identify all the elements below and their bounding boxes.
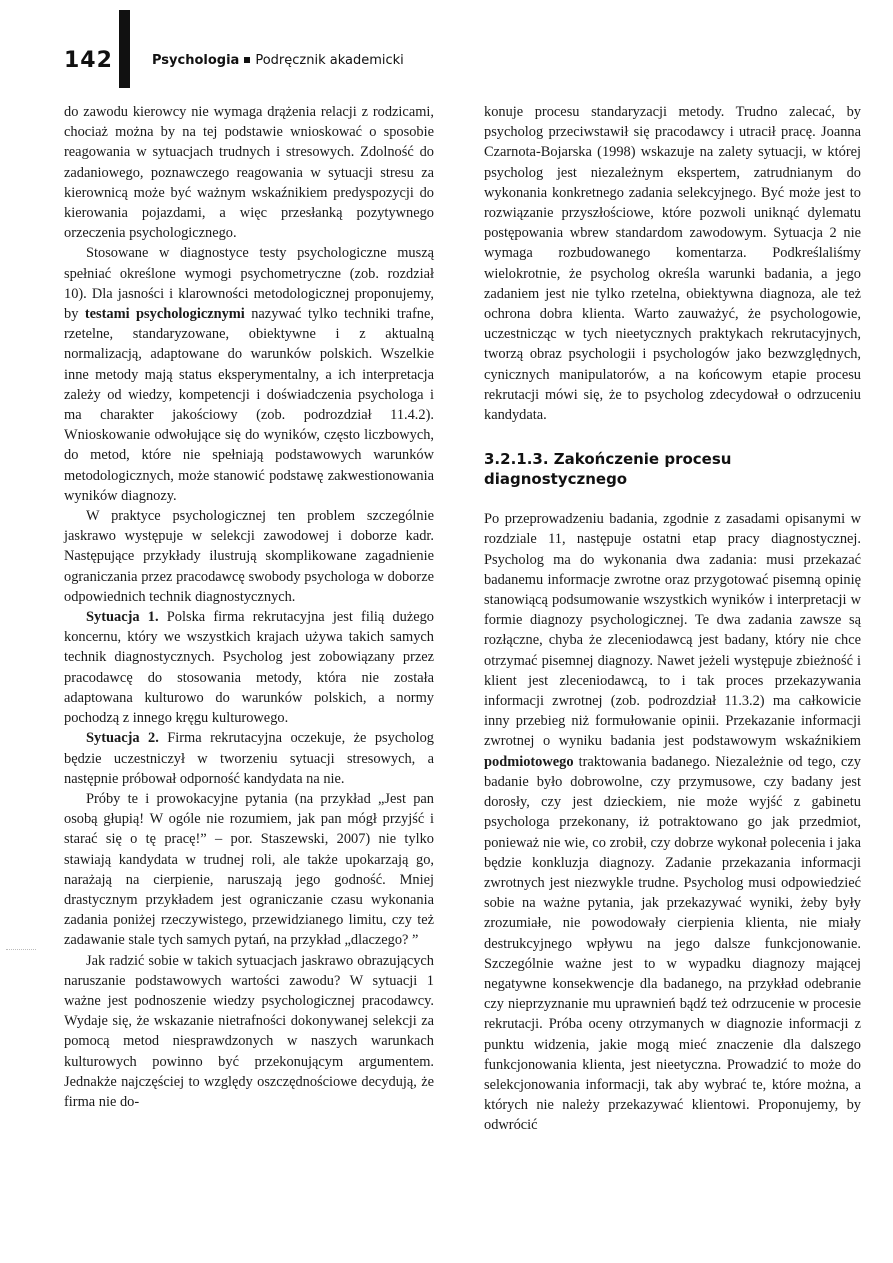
paragraph: do zawodu kierowcy nie wymaga drążenia relacji z rodzicami, chociaż można by na tej podstawie wnioskować o sposobie reagowania w sytuacjach trudnych i stresowych. Zdolność do zadaniowego, poznawczego reagowania w sytuacji stresu za kierownicą może być ważnym wskaźnikiem predyspozycji do kierowania pojazdami, a więc przesłanką pozytywnego orzeczenia psychologicznego. [64, 104, 434, 242]
paragraph: Po przeprowadzeniu badania, zgodnie z zasadami opisanymi w rozdziale 11, następuje ostatni etap pracy diagnostycznej. Psycholog ma do wykonania dwa zadania: musi przekazać badanemu informacje zwrotne oraz przygotować pisemną opinię stanowiącą podsumowanie wszystkich wyników i interpretacji w formie diagnozy psychologicznej. Te dwa zadania zawsze są rozłączne, chyba że zleceniodawcą jest badany, który nie chce otrzymać pisemnej diagnozy. Nawet jeżeli występuje zbieżność i klient jest zleceniodawcą, to i tak proces przekazywania informacji zwrotnej (zob. podrozdział 11.3.2) ma całkowicie inny przebieg niż formułowanie opinii. Przekazanie informacji zwrotnej o wyniku badania jest podstawowym wskaźnikiem podmiotowego traktowania badanego. Niezależnie od tego, czy badanie było dobrowolne, czy przymusowe, czy badany jest dorosły, czy jest dzieckiem, nie może wyjść z gabinetu psychologa przekonany, iż potraktowano go jak przedmiot, ponieważ nie wie, co zrobił, czy dobrze wykonał polecenia i jaka będzie konkluzja diagnozy. Zadanie przekazania informacji zwrotnych jest niezwykle trudne. Psycholog musi odpowiedzieć sobie na ważne pytania, jak przekazywać wyniki, żeby były zrozumiałe, nie powodowały cierpienia klienta, nie miały destrukcyjnego wpływu na jego dalsze funkcjonowanie. Szczególnie ważne jest to w wypadku diagnozy mającej negatywne konsekwencje dla badanego, na przykład odebranie czy nieprzyznanie mu uprawnień bądź też odrzucenie w procesie rekrutacji. Próba oceny otrzymanych w diagnozie informacji z punktu widzenia, jakie mogą mieć znaczenie dla dalszego funkcjonowania klienta, jest nieetyczna. Prowadzić to może do selekcjonowania informacji, tak aby wybrać te, które można, a których nie należy przekazywać klientowi. Proponujemy, by odwrócić [484, 511, 861, 1134]
section-heading: 3.2.1.3. Zakończenie procesu diagnostycznego [484, 450, 732, 489]
book-title: Psychologia [152, 53, 240, 68]
square-bullet-icon [244, 57, 250, 63]
bold-term: Sytuacja 1. [86, 609, 159, 626]
paragraph: Sytuacja 1. Polska firma rekrutacyjna jest filią dużego koncernu, który we wszystkich krajach używa takich samych technik diagnostycznych. Psycholog jest zobowiązany przez pracodawcę do stosowania metody, która nie została adaptowana kulturowo do warunków polskich, a normy pochodzą z innego kręgu kulturowego. [64, 609, 434, 727]
left-column [64, 102, 434, 1112]
right-column [484, 102, 861, 1136]
paragraph: W praktyce psychologicznej ten problem szczególnie jaskrawo występuje w selekcji zawodowej i doborze kadr. Następujące przykłady ilustrują skomplikowane zagadnienie ograniczania przez pracodawcę swobody psychologa w doborze odpowiednich technik diagnostycznych. [64, 508, 434, 605]
page-header [0, 0, 893, 100]
page-number: 142 [64, 48, 113, 73]
header-rule [119, 10, 130, 88]
bold-term: Sytuacja 2. [86, 730, 159, 747]
book-subtitle: Podręcznik akademicki [255, 53, 404, 68]
paragraph: Próby te i prowokacyjne pytania (na przykład „Jest pan osobą głupią! W ogóle nie rozumiem, jak pan mógł przyjść i starać się o tę pracę!” – por. Staszewski, 2007) nie tylko stawiają kandydata w trudnej roli, ale także upokarzają go, narażają na cierpienie, naruszają jego godność. Mniej drastycznym przykładem jest ograniczanie czasu wykonania zadania poniżej rzeczywistego, przewidzianego limitu, czy też zadawanie stale tych samych pytań, na przykład „dlaczego? ” [64, 790, 434, 949]
paragraph: Stosowane w diagnostyce testy psychologiczne muszą spełniać określone wymogi psychometryczne (zob. rozdział 10). Dla jasności i klarowności metodologicznej proponujemy, by testami psychologicznymi nazywać tylko techniki trafne, rzetelne, standaryzowane, obiektywne i z aktualną normalizacją, adaptowane do warunków polskich. Wszelkie inne metody mają status eksperymentalny, a ich interpretacja zależy od wiedzy, kompetencji i doświadczenia psychologa i ma charakter jakościowy (zob. podrozdział 11.4.2). Wnioskowanie odwołujące się do wyników, często liczbowych, do metod, które nie spełniają podstawowych warunków metodologicznych, może stanowić podstawę zakwestionowania wyników diagnozy. [64, 245, 434, 504]
paragraph: Jak radzić sobie w takich sytuacjach jaskrawo obrazujących naruszanie podstawowych wartości zawodu? W sytuacji 1 ważne jest podnoszenie wiedzy psychologicznej pracodawcy. Wydaje się, że wskazanie nietrafności dokonywanej selekcji za pomocą metod niesprawdzonych w naszych warunkach kulturowych powinno być przekonującym argumentem. Jednakże najczęściej to względy oszczędnościowe decydują, że firma nie do- [64, 952, 434, 1110]
gutter-mark [6, 949, 36, 951]
paragraph: konuje procesu standaryzacji metody. Trudno zalecać, by psycholog przeciwstawił się pracodawcy i utracił pracę. Joanna Czarnota-Bojarska (1998) wskazuje na zalety sytuacji, w której psycholog jest niezależnym ekspertem, zatrudnianym do wykonania konkretnego zadania selekcyjnego. Być może jest to rozwiązanie przyszłościowe, które pozwoli uniknąć dylematu postępowania wbrew standardom zawodowym. Sytuacja 2 nie wymaga rozbudowanego komentarza. Podkreślaliśmy wielokrotnie, że psycholog określa warunki badania, a jego zadaniem jest nie tylko rzetelna, obiektywna diagnoza, ale też ochrona dobra klienta. Warto zauważyć, że psychologowie, uczestnicząc w tych nieetycznych praktykach rekrutacyjnych, tworzą obraz psychologii i psychologów jako bezwzględnych, cynicznych manipulatorów, a na końcowym etapie procesu rekrutacji mówi się, że to psycholog zdecydował o odrzuceniu kandydata. [484, 104, 861, 424]
bold-term: podmiotowego [484, 753, 574, 770]
bold-term: testami psychologicznymi [84, 306, 245, 323]
paragraph: Sytuacja 2. Firma rekrutacyjna oczekuje, że psycholog będzie uczestniczył w tworzeniu sytuacji stresowych, a następnie próbował odporność kandydata na nie. [64, 730, 434, 787]
running-head [152, 53, 404, 68]
